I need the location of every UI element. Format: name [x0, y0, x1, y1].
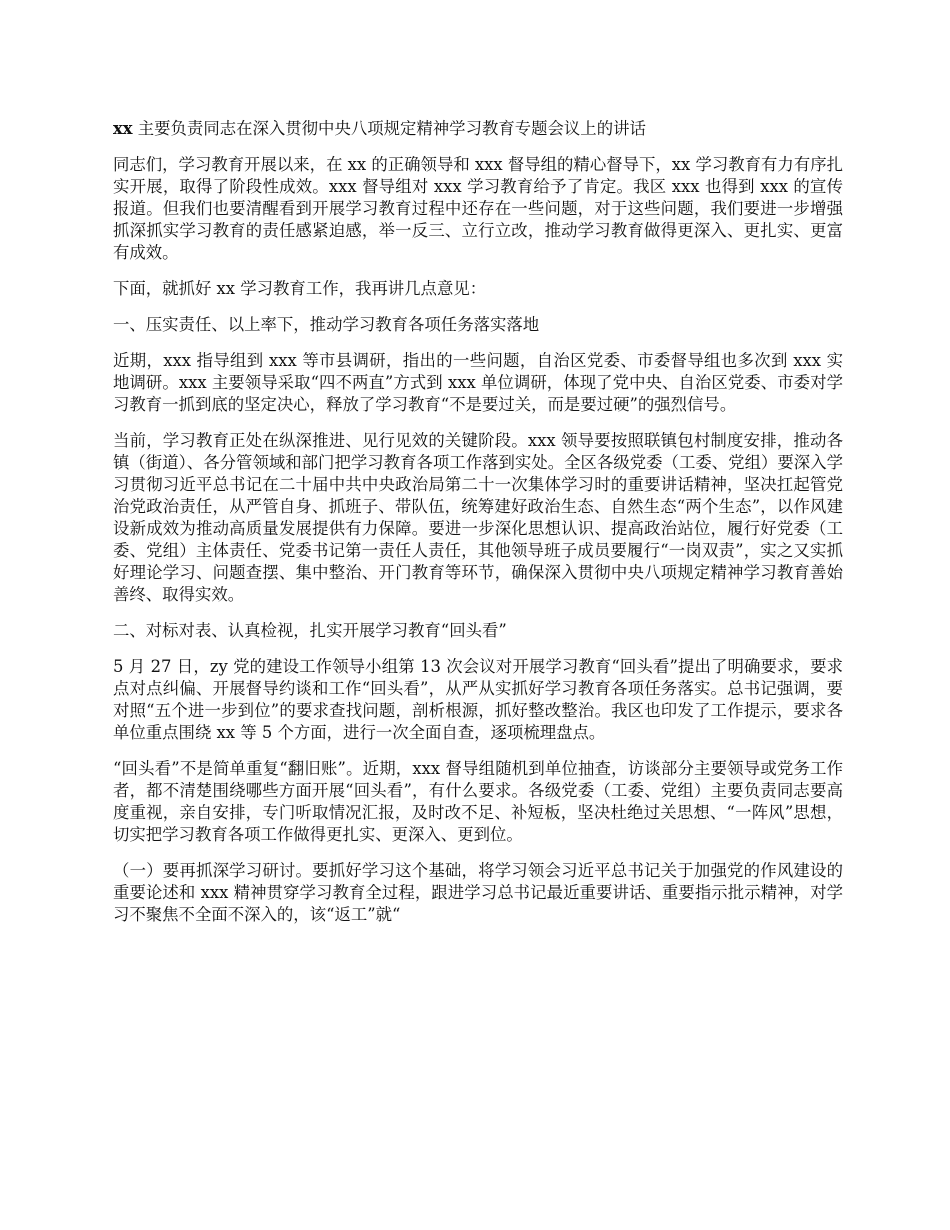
paragraph-current-stage: 当前，学习教育正处在纵深推进、见行见效的关键阶段。xxx 领导要按照联镇包村制度安排，推动各镇（街道）、各分管领域和部门把学习教育各项工作落到实处。全区各级党委（工委、党组）要深入学习贯彻习近平总书记在二十届中共中央政治局第二十一次集体学习时的重要讲话精神，坚决扛起管党治党政治责任，从严管自身、抓班子、带队伍，统筹建好政治生态、自然生态“两个生态”，以作风建设新成效为推动高质量发展提供有力保障。要进一步深化思想认识、提高政治站位，履行好党委（工委、党组）主体责任、党委书记第一责任人责任，其他领导班子成员要履行“一岗双责”，实之又实抓好理论学习、问题查摆、集中整治、开门教育等环节，确保深入贯彻中央八项规定精神学习教育善始善终、取得实效。 [113, 431, 843, 604]
paragraph-may-27: 5 月 27 日，zy 党的建设工作领导小组第 13 次会议对开展学习教育“回头看”提出了明确要求，要求点对点纠偏、开展督导约谈和工作“回头看”，从严从实抓好学习教育各项任务落实。总书记强调，要对照“五个进一步到位”的要求查找问题，剖析根源，抓好整改整治。我区也印发了工作提示，要求各单位重点围绕 xx 等 5 个方面，进行一次全面自查，逐项梳理盘点。 [113, 657, 843, 742]
section-heading-2: 二、对标对表、认真检视，扎实开展学习教育“回头看” [113, 621, 507, 640]
document-title [113, 118, 843, 140]
paragraph-look-back: “回头看”不是简单重复“翻旧账”。近期，xxx 督导组随机到单位抽查，访谈部分主要领导或党务工作者，都不清楚围绕哪些方面开展“回头看”，有什么要求。各级党委（工委、党组）主要负责同志要高度重视，亲自安排，专门听取情况汇报，及时改不足、补短板，坚决杜绝过关思想、“一阵风”思想，切实把学习教育各项工作做得更扎实、更深入、更到位。 [113, 759, 843, 844]
paragraph-study: （一）要再抓深学习研讨。要抓好学习这个基础，将学习领会习近平总书记关于加强党的作风建设的重要论述和 xxx 精神贯穿学习教育全过程，跟进学习总书记最近重要讲话、重要指示批示精神，对学习不聚焦不全面不深入的，该“返工”就“ [113, 861, 843, 924]
paragraph-research: 近期，xxx 指导组到 xxx 等市县调研，指出的一些问题，自治区党委、市委督导组也多次到 xxx 实地调研。xxx 主要领导采取“四不两直”方式到 xxx 单位调研，体现了党中央、自治区党委、市委对学习教育一抓到底的坚定决心，释放了学习教育“不是要过关，而是要过硬”的强烈信号。 [113, 351, 843, 414]
section-heading-1: 一、压实责任、以上率下，推动学习教育各项任务落实落地 [113, 315, 540, 334]
paragraph-opening: 同志们，学习教育开展以来，在 xx 的正确领导和 xxx 督导组的精心督导下，xx 学习教育有力有序扎实开展，取得了阶段性成效。xxx 督导组对 xxx 学习教育给予了肯定。我区 xxx 也得到 xxx 的宣传报道。但我们也要清醒看到开展学习教育过程中还存在一些问题，对于这些问题，我们要进一步增强抓深抓实学习教育的责任感紧迫感，举一反三、立行立改，推动学习教育做得更深入、更扎实、更富有成效。 [113, 155, 843, 262]
title-text: 主要负责同志在深入贯彻中央八项规定精神学习教育专题会议上的讲话 [132, 119, 646, 138]
document-page [113, 118, 843, 940]
paragraph-intro: 下面，就抓好 xx 学习教育工作，我再讲几点意见： [113, 279, 487, 298]
title-prefix: xx [113, 119, 133, 138]
